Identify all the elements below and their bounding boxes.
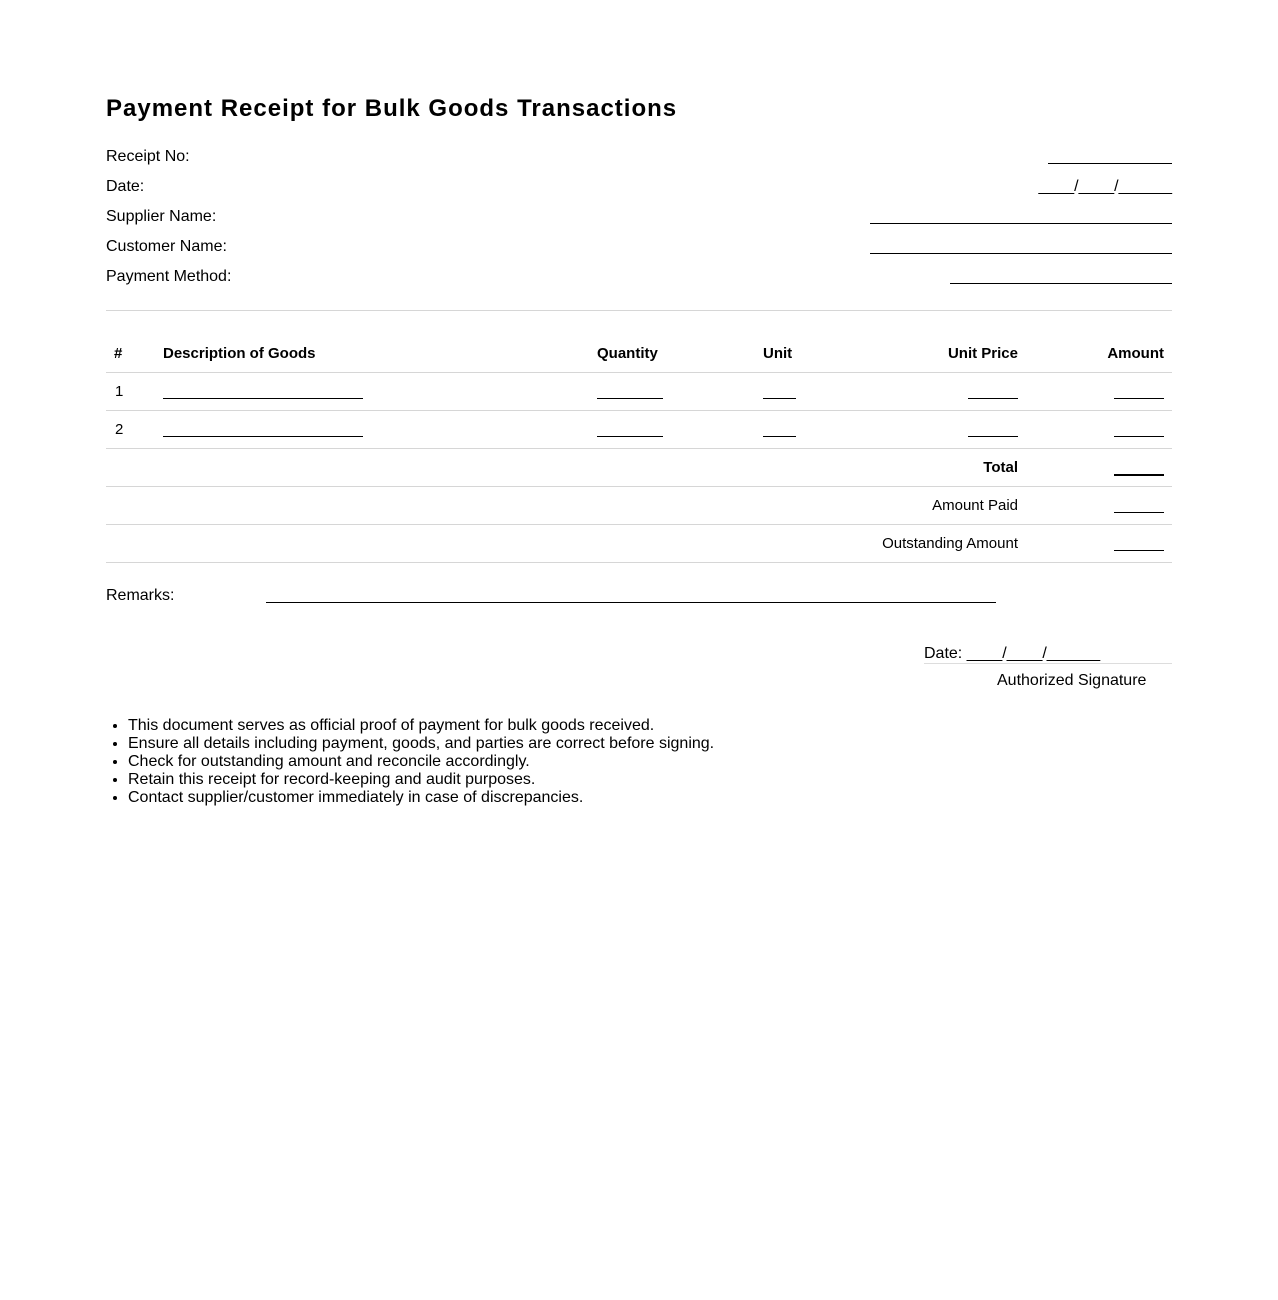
date-label: Date:: [106, 178, 145, 195]
col-header-amount: Amount: [1107, 345, 1164, 362]
payment-method-field[interactable]: [950, 283, 1172, 284]
signature-date-label: Date:: [924, 645, 963, 662]
payment-method-row: [106, 267, 1172, 297]
table-row-divider: [106, 524, 1172, 525]
supplier-name-label: Supplier Name:: [106, 208, 217, 225]
note-item: • This document serves as official proof of payment for bulk goods received.: [128, 717, 714, 735]
table-row-divider: [106, 486, 1172, 487]
date-field[interactable]: ____/____/______: [1038, 178, 1172, 195]
date-row: [106, 177, 1172, 207]
note-item: • Ensure all details including payment, goods, and parties are correct before signing.: [128, 735, 714, 753]
supplier-name-field[interactable]: [870, 223, 1172, 224]
receipt-no-field[interactable]: [1048, 163, 1172, 164]
quantity-field[interactable]: [597, 436, 663, 437]
col-header-description: Description of Goods: [163, 345, 316, 362]
total-amount-field[interactable]: [1114, 474, 1164, 476]
outstanding-amount-field[interactable]: [1114, 550, 1164, 551]
amount-paid-field[interactable]: [1114, 512, 1164, 513]
receipt-no-label: Receipt No:: [106, 148, 190, 165]
row-number: 2: [115, 421, 124, 438]
unit-field[interactable]: [763, 398, 796, 399]
note-item: • Contact supplier/customer immediately in case of discrepancies.: [128, 789, 714, 807]
table-row-divider: [106, 410, 1172, 411]
table-bottom-divider: [106, 562, 1172, 563]
authorized-signature-label: Authorized Signature: [997, 672, 1147, 689]
customer-name-label: Customer Name:: [106, 238, 227, 255]
unit-field[interactable]: [763, 436, 796, 437]
note-item: • Check for outstanding amount and reconcile accordingly.: [128, 753, 714, 771]
row-number: 1: [115, 383, 124, 400]
table-row-divider: [106, 448, 1172, 449]
unit-price-field[interactable]: [968, 398, 1018, 399]
document-title: Payment Receipt for Bulk Goods Transactions: [106, 95, 678, 122]
signature-date-field[interactable]: ____/____/______: [966, 645, 1101, 662]
customer-row: [106, 237, 1172, 267]
description-field[interactable]: [163, 398, 363, 399]
amount-field[interactable]: [1114, 398, 1164, 399]
remarks-field[interactable]: [266, 602, 996, 603]
payment-method-label: Payment Method:: [106, 268, 232, 285]
table-row-divider: [106, 372, 1172, 373]
col-header-unit-price: Unit Price: [947, 345, 1018, 362]
total-label: Total: [983, 459, 1018, 476]
remarks-label: Remarks:: [106, 587, 175, 604]
quantity-field[interactable]: [597, 398, 663, 399]
unit-price-field[interactable]: [968, 436, 1018, 437]
col-header-unit: Unit: [763, 345, 793, 362]
amount-field[interactable]: [1114, 436, 1164, 437]
supplier-row: [106, 207, 1172, 237]
receipt-no-row: [106, 147, 1172, 177]
col-header-quantity: Quantity: [597, 345, 658, 362]
description-field[interactable]: [163, 436, 363, 437]
customer-name-field[interactable]: [870, 253, 1172, 254]
outstanding-amount-label: Outstanding Amount: [882, 535, 1018, 552]
col-header-number: #: [114, 345, 123, 362]
notes-list: [106, 717, 714, 807]
amount-paid-label: Amount Paid: [932, 497, 1018, 514]
signature-date: [924, 644, 1100, 664]
section-divider: [106, 310, 1172, 311]
signature-line: [924, 663, 1172, 664]
note-item: • Retain this receipt for record-keeping and audit purposes.: [128, 771, 714, 789]
